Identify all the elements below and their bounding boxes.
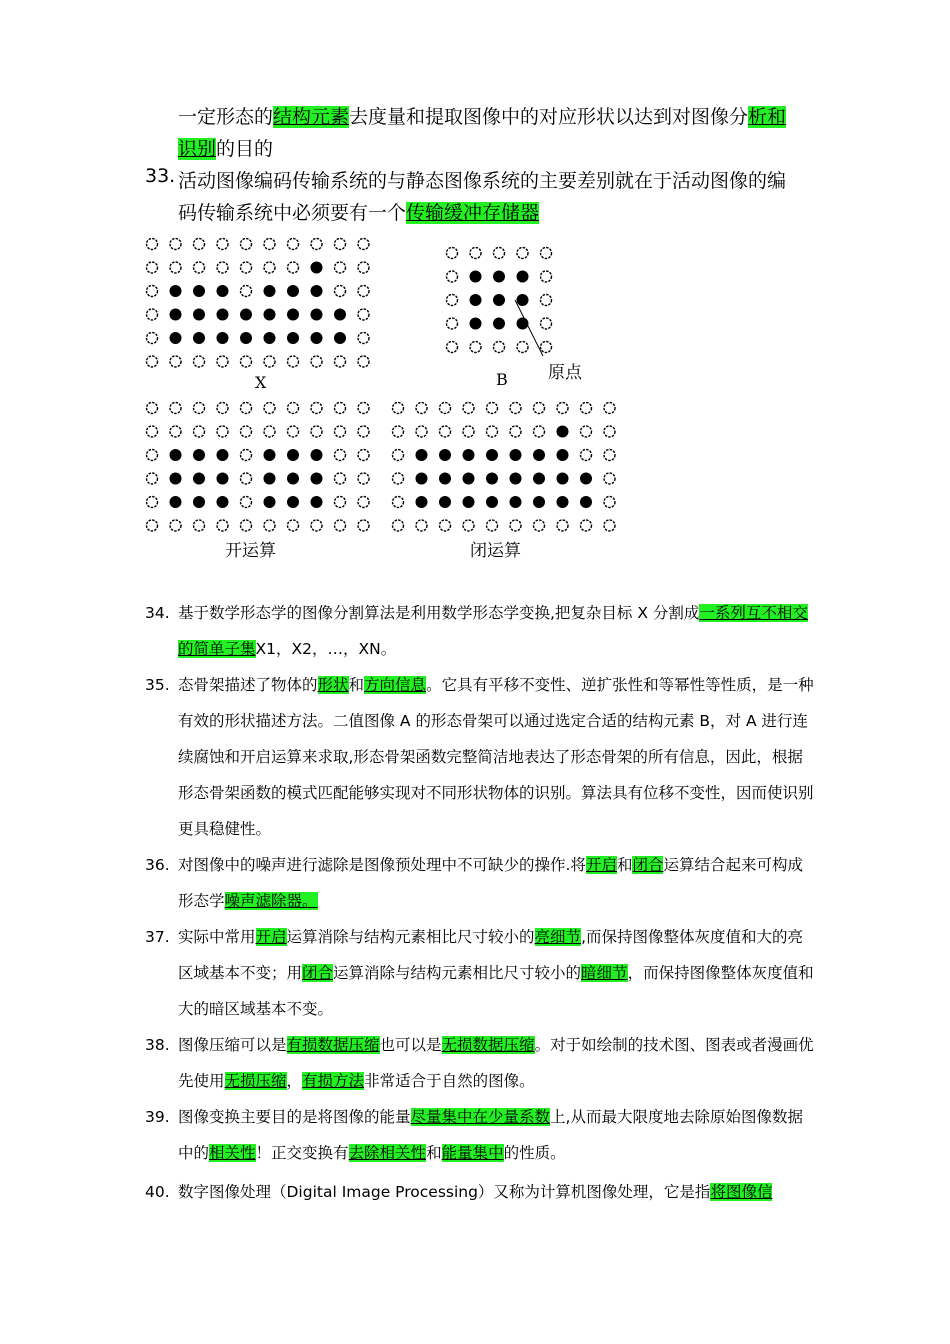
empty-pixel-dot <box>604 473 615 484</box>
filled-pixel-dot <box>170 473 181 484</box>
empty-pixel-dot <box>581 426 592 437</box>
answer-highlight: 析和 <box>748 106 787 128</box>
answer-highlight: 传输缓冲存储器 <box>406 202 540 224</box>
empty-pixel-dot <box>494 248 505 259</box>
filled-pixel-dot <box>241 309 252 320</box>
empty-pixel-dot <box>517 342 528 353</box>
answer-highlight: 方向信息 <box>364 676 427 694</box>
empty-pixel-dot <box>147 286 158 297</box>
filled-pixel-dot <box>581 473 592 484</box>
question-38 <box>145 1027 815 1099</box>
filled-pixel-dot <box>335 309 346 320</box>
answer-highlight: 无损数据压缩 <box>441 1036 535 1054</box>
empty-pixel-dot <box>541 248 552 259</box>
empty-pixel-dot <box>581 520 592 531</box>
empty-pixel-dot <box>447 248 458 259</box>
filled-pixel-dot <box>170 450 181 461</box>
empty-pixel-dot <box>170 356 181 367</box>
filled-pixel-dot <box>194 497 205 508</box>
answer-highlight: 噪声滤除器。 <box>224 892 318 910</box>
empty-pixel-dot <box>534 426 545 437</box>
filled-pixel-dot <box>487 450 498 461</box>
empty-pixel-dot <box>170 520 181 531</box>
empty-pixel-dot <box>147 356 158 367</box>
filled-pixel-dot <box>217 450 228 461</box>
answer-highlight: 能量集中 <box>441 1144 504 1162</box>
label-x: X <box>255 373 267 392</box>
empty-pixel-dot <box>335 520 346 531</box>
empty-pixel-dot <box>393 497 404 508</box>
empty-pixel-dot <box>358 520 369 531</box>
filled-pixel-dot <box>487 497 498 508</box>
empty-pixel-dot <box>393 473 404 484</box>
answer-highlight: 去除相关性 <box>348 1144 427 1162</box>
filled-pixel-dot <box>264 450 275 461</box>
filled-pixel-dot <box>534 497 545 508</box>
empty-pixel-dot <box>335 450 346 461</box>
filled-pixel-dot <box>463 450 474 461</box>
label-b: B <box>496 370 508 389</box>
empty-pixel-dot <box>470 342 481 353</box>
empty-pixel-dot <box>217 239 228 250</box>
empty-pixel-dot <box>288 520 299 531</box>
question-text: 图像压缩可以是有损数据压缩也可以是无损数据压缩。对于如绘制的技术图、图表或者漫画优先使用无损压缩，有损方法非常适合于自然的图像。 <box>178 1036 814 1090</box>
filled-pixel-dot <box>217 473 228 484</box>
empty-pixel-dot <box>581 403 592 414</box>
answer-highlight: 开启 <box>585 856 617 874</box>
empty-pixel-dot <box>358 450 369 461</box>
empty-pixel-dot <box>487 426 498 437</box>
filled-pixel-dot <box>494 271 505 282</box>
empty-pixel-dot <box>487 520 498 531</box>
filled-pixel-dot <box>416 497 427 508</box>
empty-pixel-dot <box>581 450 592 461</box>
answer-highlight: 形状 <box>317 676 349 694</box>
empty-pixel-dot <box>517 248 528 259</box>
empty-pixel-dot <box>147 239 158 250</box>
empty-pixel-dot <box>217 426 228 437</box>
empty-pixel-dot <box>147 426 158 437</box>
empty-pixel-dot <box>147 473 158 484</box>
filled-pixel-dot <box>311 450 322 461</box>
empty-pixel-dot <box>217 403 228 414</box>
empty-pixel-dot <box>264 426 275 437</box>
empty-pixel-dot <box>487 403 498 414</box>
answer-highlight: 结构元素 <box>273 106 350 128</box>
filled-pixel-dot <box>170 309 181 320</box>
filled-pixel-dot <box>440 497 451 508</box>
empty-pixel-dot <box>335 262 346 273</box>
label-closing: 闭运算 <box>470 541 521 561</box>
filled-pixel-dot <box>440 450 451 461</box>
empty-pixel-dot <box>241 450 252 461</box>
empty-pixel-dot <box>541 342 552 353</box>
question-number: 38. <box>145 1036 170 1054</box>
empty-pixel-dot <box>416 403 427 414</box>
filled-pixel-dot <box>335 333 346 344</box>
filled-pixel-dot <box>470 271 481 282</box>
filled-pixel-dot <box>194 473 205 484</box>
empty-pixel-dot <box>147 450 158 461</box>
empty-pixel-dot <box>510 520 521 531</box>
filled-pixel-dot <box>288 333 299 344</box>
question-number: 33. <box>145 165 176 187</box>
empty-pixel-dot <box>604 497 615 508</box>
empty-pixel-dot <box>241 473 252 484</box>
empty-pixel-dot <box>194 403 205 414</box>
filled-pixel-dot <box>288 286 299 297</box>
empty-pixel-dot <box>358 426 369 437</box>
filled-pixel-dot <box>194 286 205 297</box>
filled-pixel-dot <box>311 473 322 484</box>
filled-pixel-dot <box>241 333 252 344</box>
question-text: 实际中常用开启运算消除与结构元素相比尺寸较小的亮细节,而保持图像整体灰度值和大的亮区域基本不变；用闭合运算消除与结构元素相比尺寸较小的暗细节，而保持图像整体灰度值和大的暗区域基本不变。 <box>178 928 814 1018</box>
answer-highlight: 暗细节 <box>581 964 628 982</box>
filled-pixel-dot <box>217 309 228 320</box>
filled-pixel-dot <box>494 295 505 306</box>
empty-pixel-dot <box>288 403 299 414</box>
filled-pixel-dot <box>510 450 521 461</box>
filled-pixel-dot <box>264 333 275 344</box>
answer-highlight: 一系列互不相交的简单子集 <box>178 604 808 658</box>
filled-pixel-dot <box>170 333 181 344</box>
continued-line-2: 识别的目的 <box>178 138 274 160</box>
empty-pixel-dot <box>147 520 158 531</box>
answer-highlight: 相关性 <box>209 1144 256 1162</box>
filled-pixel-dot <box>264 473 275 484</box>
answer-highlight: 将图像信 <box>710 1183 773 1201</box>
empty-pixel-dot <box>241 239 252 250</box>
filled-pixel-dot <box>517 295 528 306</box>
filled-pixel-dot <box>557 450 568 461</box>
empty-pixel-dot <box>463 403 474 414</box>
grid-closing <box>393 403 616 532</box>
empty-pixel-dot <box>311 356 322 367</box>
empty-pixel-dot <box>358 286 369 297</box>
filled-pixel-dot <box>416 450 427 461</box>
question-number: 40. <box>145 1183 170 1201</box>
empty-pixel-dot <box>241 286 252 297</box>
filled-pixel-dot <box>463 497 474 508</box>
empty-pixel-dot <box>416 520 427 531</box>
empty-pixel-dot <box>604 426 615 437</box>
filled-pixel-dot <box>557 473 568 484</box>
empty-pixel-dot <box>541 295 552 306</box>
continued-line-1: 一定形态的结构元素去度量和提取图像中的对应形状以达到对图像分析和 <box>178 106 787 128</box>
filled-pixel-dot <box>217 333 228 344</box>
empty-pixel-dot <box>147 309 158 320</box>
empty-pixel-dot <box>604 450 615 461</box>
question-text: 态骨架描述了物体的形状和方向信息。它具有平移不变性、逆扩张性和等幂性等性质，是一种有效的形状描述方法。二值图像 A 的形态骨架可以通过选定合适的结构元素 B，对 A 进行连续腐蚀和开启运算来求取,形态骨架函数完整简洁地表达了形态骨架的所有信息，因此，根据形态骨架函数的模式匹配能够实现对不同形状物体的识别。算法具有位移不变性，因而使识别更具稳健性。 <box>178 676 814 838</box>
empty-pixel-dot <box>264 520 275 531</box>
question-35 <box>145 667 815 847</box>
filled-pixel-dot <box>264 286 275 297</box>
filled-pixel-dot <box>470 318 481 329</box>
empty-pixel-dot <box>447 295 458 306</box>
filled-pixel-dot <box>288 473 299 484</box>
empty-pixel-dot <box>147 333 158 344</box>
empty-pixel-dot <box>335 286 346 297</box>
filled-pixel-dot <box>494 318 505 329</box>
filled-pixel-dot <box>264 497 275 508</box>
answer-highlight: 有损数据压缩 <box>286 1036 380 1054</box>
filled-pixel-dot <box>510 497 521 508</box>
empty-pixel-dot <box>335 403 346 414</box>
answer-highlight: 闭合 <box>632 856 664 874</box>
filled-pixel-dot <box>217 286 228 297</box>
empty-pixel-dot <box>447 318 458 329</box>
empty-pixel-dot <box>358 356 369 367</box>
filled-pixel-dot <box>311 333 322 344</box>
empty-pixel-dot <box>194 426 205 437</box>
filled-pixel-dot <box>170 286 181 297</box>
empty-pixel-dot <box>264 403 275 414</box>
empty-pixel-dot <box>557 520 568 531</box>
filled-pixel-dot <box>311 309 322 320</box>
filled-pixel-dot <box>416 473 427 484</box>
question-text: 活动图像编码传输系统的与静态图像系统的主要差别就在于活动图像的编码传输系统中必须要有一个传输缓冲存储器 <box>178 170 787 224</box>
empty-pixel-dot <box>541 318 552 329</box>
empty-pixel-dot <box>170 403 181 414</box>
empty-pixel-dot <box>241 497 252 508</box>
question-number: 34. <box>145 604 170 622</box>
filled-pixel-dot <box>288 497 299 508</box>
filled-pixel-dot <box>510 473 521 484</box>
filled-pixel-dot <box>288 450 299 461</box>
empty-pixel-dot <box>194 262 205 273</box>
empty-pixel-dot <box>264 239 275 250</box>
empty-pixel-dot <box>440 426 451 437</box>
empty-pixel-dot <box>358 497 369 508</box>
question-40 <box>145 1174 815 1210</box>
empty-pixel-dot <box>358 262 369 273</box>
empty-pixel-dot <box>447 342 458 353</box>
empty-pixel-dot <box>557 403 568 414</box>
empty-pixel-dot <box>241 356 252 367</box>
empty-pixel-dot <box>217 520 228 531</box>
empty-pixel-dot <box>311 403 322 414</box>
empty-pixel-dot <box>463 520 474 531</box>
empty-pixel-dot <box>311 520 322 531</box>
question-text: 对图像中的噪声进行滤除是图像预处理中不可缺少的操作.将开启和闭合运算结合起来可构成形态学噪声滤除器。 <box>178 856 803 910</box>
empty-pixel-dot <box>393 426 404 437</box>
question-36 <box>145 847 815 919</box>
empty-pixel-dot <box>534 520 545 531</box>
filled-pixel-dot <box>311 286 322 297</box>
label-opening: 开运算 <box>225 541 276 561</box>
morphology-figure <box>130 228 630 568</box>
empty-pixel-dot <box>604 403 615 414</box>
filled-pixel-dot <box>487 473 498 484</box>
empty-pixel-dot <box>288 262 299 273</box>
filled-pixel-dot <box>217 497 228 508</box>
empty-pixel-dot <box>335 473 346 484</box>
answer-highlight: 无损压缩 <box>224 1072 287 1090</box>
answer-highlight: 亮细节 <box>534 928 582 946</box>
answer-highlight: 尽量集中在少量系数 <box>410 1108 551 1126</box>
empty-pixel-dot <box>288 239 299 250</box>
empty-pixel-dot <box>311 239 322 250</box>
grid-x <box>147 239 370 368</box>
filled-pixel-dot <box>288 309 299 320</box>
empty-pixel-dot <box>241 426 252 437</box>
filled-pixel-dot <box>440 473 451 484</box>
empty-pixel-dot <box>541 271 552 282</box>
empty-pixel-dot <box>147 262 158 273</box>
empty-pixel-dot <box>217 262 228 273</box>
empty-pixel-dot <box>335 239 346 250</box>
empty-pixel-dot <box>194 520 205 531</box>
empty-pixel-dot <box>288 426 299 437</box>
empty-pixel-dot <box>170 262 181 273</box>
empty-pixel-dot <box>393 520 404 531</box>
filled-pixel-dot <box>581 497 592 508</box>
filled-pixel-dot <box>517 271 528 282</box>
question-text: 数字图像处理（Digital Image Processing）又称为计算机图像处理，它是指将图像信 <box>178 1183 773 1201</box>
question-number: 36. <box>145 856 170 874</box>
grid-opening <box>147 403 370 532</box>
empty-pixel-dot <box>510 403 521 414</box>
empty-pixel-dot <box>358 403 369 414</box>
question-number: 37. <box>145 928 170 946</box>
question-text: 基于数学形态学的图像分割算法是利用数学形态学变换,把复杂目标 X 分割成一系列互不相交的简单子集X1，X2，…，XN。 <box>178 604 808 658</box>
empty-pixel-dot <box>170 239 181 250</box>
empty-pixel-dot <box>393 403 404 414</box>
empty-pixel-dot <box>463 426 474 437</box>
question-33 <box>145 165 815 229</box>
empty-pixel-dot <box>534 403 545 414</box>
filled-pixel-dot <box>470 295 481 306</box>
question-text: 图像变换主要目的是将图像的能量尽量集中在少量系数上,从而最大限度地去除原始图像数据中的相关性！正交变换有去除相关性和能量集中的性质。 <box>178 1108 803 1162</box>
filled-pixel-dot <box>534 473 545 484</box>
grid-b <box>447 248 552 353</box>
empty-pixel-dot <box>494 342 505 353</box>
empty-pixel-dot <box>194 239 205 250</box>
label-origin: 原点 <box>548 363 582 383</box>
filled-pixel-dot <box>194 450 205 461</box>
empty-pixel-dot <box>147 403 158 414</box>
answer-highlight: 闭合 <box>302 964 334 982</box>
empty-pixel-dot <box>288 356 299 367</box>
empty-pixel-dot <box>147 497 158 508</box>
empty-pixel-dot <box>358 473 369 484</box>
filled-pixel-dot <box>463 473 474 484</box>
filled-pixel-dot <box>311 262 322 273</box>
empty-pixel-dot <box>604 520 615 531</box>
filled-pixel-dot <box>194 309 205 320</box>
filled-pixel-dot <box>557 426 568 437</box>
empty-pixel-dot <box>170 426 181 437</box>
empty-pixel-dot <box>358 239 369 250</box>
empty-pixel-dot <box>440 520 451 531</box>
answer-highlight: 开启 <box>255 928 287 946</box>
empty-pixel-dot <box>416 426 427 437</box>
empty-pixel-dot <box>264 262 275 273</box>
empty-pixel-dot <box>358 333 369 344</box>
question-34 <box>145 595 815 667</box>
empty-pixel-dot <box>335 426 346 437</box>
empty-pixel-dot <box>241 403 252 414</box>
empty-pixel-dot <box>440 403 451 414</box>
empty-pixel-dot <box>447 271 458 282</box>
empty-pixel-dot <box>311 426 322 437</box>
filled-pixel-dot <box>311 497 322 508</box>
empty-pixel-dot <box>510 426 521 437</box>
empty-pixel-dot <box>335 356 346 367</box>
empty-pixel-dot <box>241 520 252 531</box>
filled-pixel-dot <box>557 497 568 508</box>
filled-pixel-dot <box>194 333 205 344</box>
question-number: 35. <box>145 676 170 694</box>
filled-pixel-dot <box>534 450 545 461</box>
answer-highlight: 有损方法 <box>302 1072 365 1090</box>
empty-pixel-dot <box>335 497 346 508</box>
answer-highlight: 识别 <box>178 138 217 160</box>
empty-pixel-dot <box>194 356 205 367</box>
empty-pixel-dot <box>264 356 275 367</box>
filled-pixel-dot <box>170 497 181 508</box>
question-37 <box>145 919 815 1027</box>
question-39 <box>145 1099 815 1171</box>
empty-pixel-dot <box>217 356 228 367</box>
empty-pixel-dot <box>241 262 252 273</box>
empty-pixel-dot <box>358 309 369 320</box>
filled-pixel-dot <box>264 309 275 320</box>
empty-pixel-dot <box>470 248 481 259</box>
question-number: 39. <box>145 1108 170 1126</box>
empty-pixel-dot <box>393 450 404 461</box>
